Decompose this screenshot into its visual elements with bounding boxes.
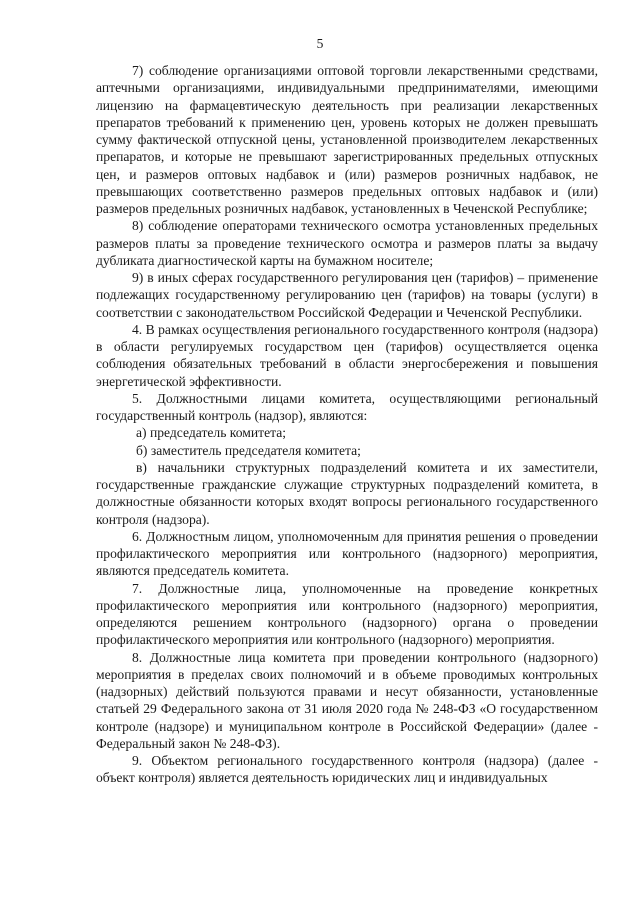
paragraph-item-v: в) начальники структурных подразделений комитета и их заместители, государственные гражданские служащие структурных подразделений комитета, в должностные обязанности которых входят вопросы регионального государственного контроля (надзора). — [96, 459, 598, 527]
paragraph-section-7: 7. Должностные лица, уполномоченные на проведение конкретных профилактического мероприятия или контрольного (надзорного) мероприятия, определяются решением контрольного (надзорного) органа о проведении профилактического мероприятия или контрольного (надзорного) мероприятия. — [96, 580, 598, 648]
paragraph-item-b: б) заместитель председателя комитета; — [136, 442, 361, 458]
document-body — [96, 62, 598, 787]
paragraph-section-8: 8. Должностные лица комитета при проведении контрольного (надзорного) мероприятия в пределах своих полномочий и в объеме проводимых контрольных (надзорных) действий пользуются правами и несут обязанности, установленные статьей 29 Федерального закона от 31 июля 2020 года № 248-ФЗ «О государственном контроле (надзоре) и муниципальном контроле в Российской Федерации» (далее - Федеральный закон № 248-ФЗ). — [96, 649, 598, 751]
page-number: 5 — [316, 36, 324, 51]
paragraph-section-6: 6. Должностным лицом, уполномоченным для принятия решения о проведении профилактического мероприятия или контрольного (надзорного) мероприятия, являются председатель комитета. — [96, 528, 598, 579]
paragraph-item-7: 7) соблюдение организациями оптовой торговли лекарственными средствами, аптечными организациями, индивидуальными предпринимателями, имеющими лицензию на фармацевтическую деятельность при реализации лекарственных препаратов требований к применению цен, уровень которых не должен превышать сумму фактической отпускной цены, установленной производителем лекарственных препаратов, и которые не превышают зарегистрированных предельных отпускных цен, и размеров оптовых надбавок и (или) размеров розничных надбавок, не превышающих соответственно размеров предельных оптовых надбавок и (или) размеров предельных розничных надбавок, установленных в Чеченской Республике; — [96, 63, 598, 216]
paragraph-item-9: 9) в иных сферах государственного регулирования цен (тарифов) – применение подлежащих государственному регулированию цен (тарифов) на товары (услуги) в соответствии с законодательством Российской Федерации и Чеченской Республики. — [96, 270, 598, 320]
paragraph-item-a: а) председатель комитета; — [136, 425, 287, 441]
paragraph-item-8: 8) соблюдение операторами технического осмотра установленных предельных размеров платы за проведение технического осмотра и размеров платы за выдачу дубликата диагностической карты на бумажном носителе; — [96, 218, 598, 268]
paragraph-section-9: 9. Объектом регионального государственного контроля (надзора) (далее - объект контроля) является деятельность юридических лиц и индивидуальных — [96, 753, 598, 786]
paragraph-section-4: 4. В рамках осуществления регионального государственного контроля (надзора) в области регулируемых государством цен (тарифов) осуществляется оценка соблюдения обязательных требований в области энергосбережения и повышения энергетической эффективности. — [96, 321, 598, 389]
paragraph-section-5: 5. Должностными лицами комитета, осуществляющими региональный государственный контроль (надзор), являются: — [96, 390, 598, 423]
